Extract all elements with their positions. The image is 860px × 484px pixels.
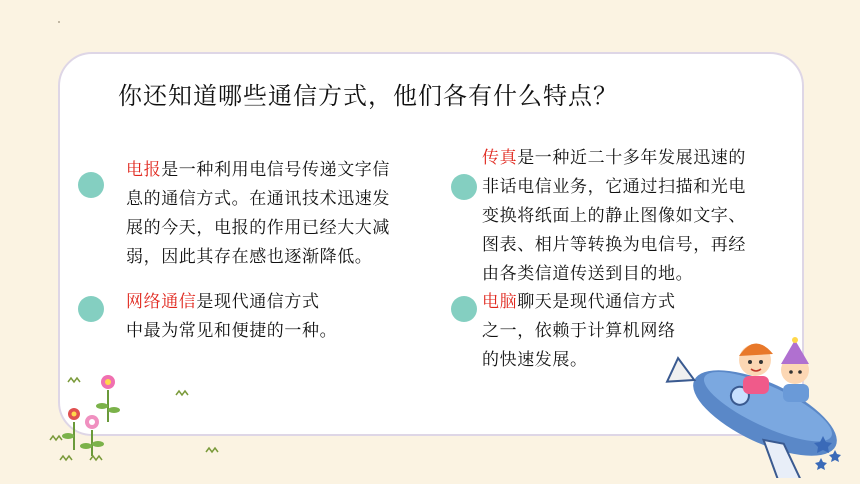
kids-on-rocket-illustration	[655, 318, 855, 478]
paragraph-line: 中最为常见和便捷的一种。	[126, 321, 338, 341]
network-paragraph	[126, 288, 337, 346]
flower-decoration	[40, 360, 220, 470]
telegraph-term: 电报	[126, 160, 162, 180]
paragraph-line: 聊天是现代通信方式	[517, 292, 676, 312]
decorative-speck	[58, 21, 60, 23]
bullet-dot	[451, 296, 477, 322]
network-term: 网络通信	[126, 292, 197, 312]
paragraph-line: 变换将纸面上的静止图像如文字、	[482, 206, 746, 226]
paragraph-line: 息的通信方式。在通讯技术迅速发	[126, 189, 390, 209]
fax-term: 传真	[482, 148, 518, 168]
paragraph-line: 的快速发展。	[482, 350, 588, 370]
paragraph-line: 弱，因此其存在感也逐渐降低。	[126, 247, 373, 267]
paragraph-line: 之一，依赖于计算机网络	[482, 321, 676, 341]
fax-paragraph	[482, 144, 746, 289]
bullet-dot	[451, 174, 477, 200]
paragraph-line: 非话电信业务，它通过扫描和光电	[482, 177, 746, 197]
paragraph-line: 是一种近二十多年发展迅速的	[517, 148, 747, 168]
bullet-dot	[78, 172, 104, 198]
paragraph-line: 图表、相片等转换为电信号，再经	[482, 235, 746, 255]
paragraph-line: 是现代通信方式	[196, 292, 320, 312]
computer-term: 电脑	[482, 292, 518, 312]
paragraph-line: 展的今天，电报的作用已经大大减	[126, 218, 390, 238]
paragraph-line: 是一种利用电信号传递文字信	[161, 160, 391, 180]
telegraph-paragraph	[126, 156, 390, 272]
bullet-dot	[78, 296, 104, 322]
question-heading: 你还知道哪些通信方式，他们各有什么特点？	[118, 82, 618, 110]
paragraph-line: 由各类信道传送到目的地。	[482, 264, 694, 284]
computer-chat-paragraph	[482, 288, 676, 375]
